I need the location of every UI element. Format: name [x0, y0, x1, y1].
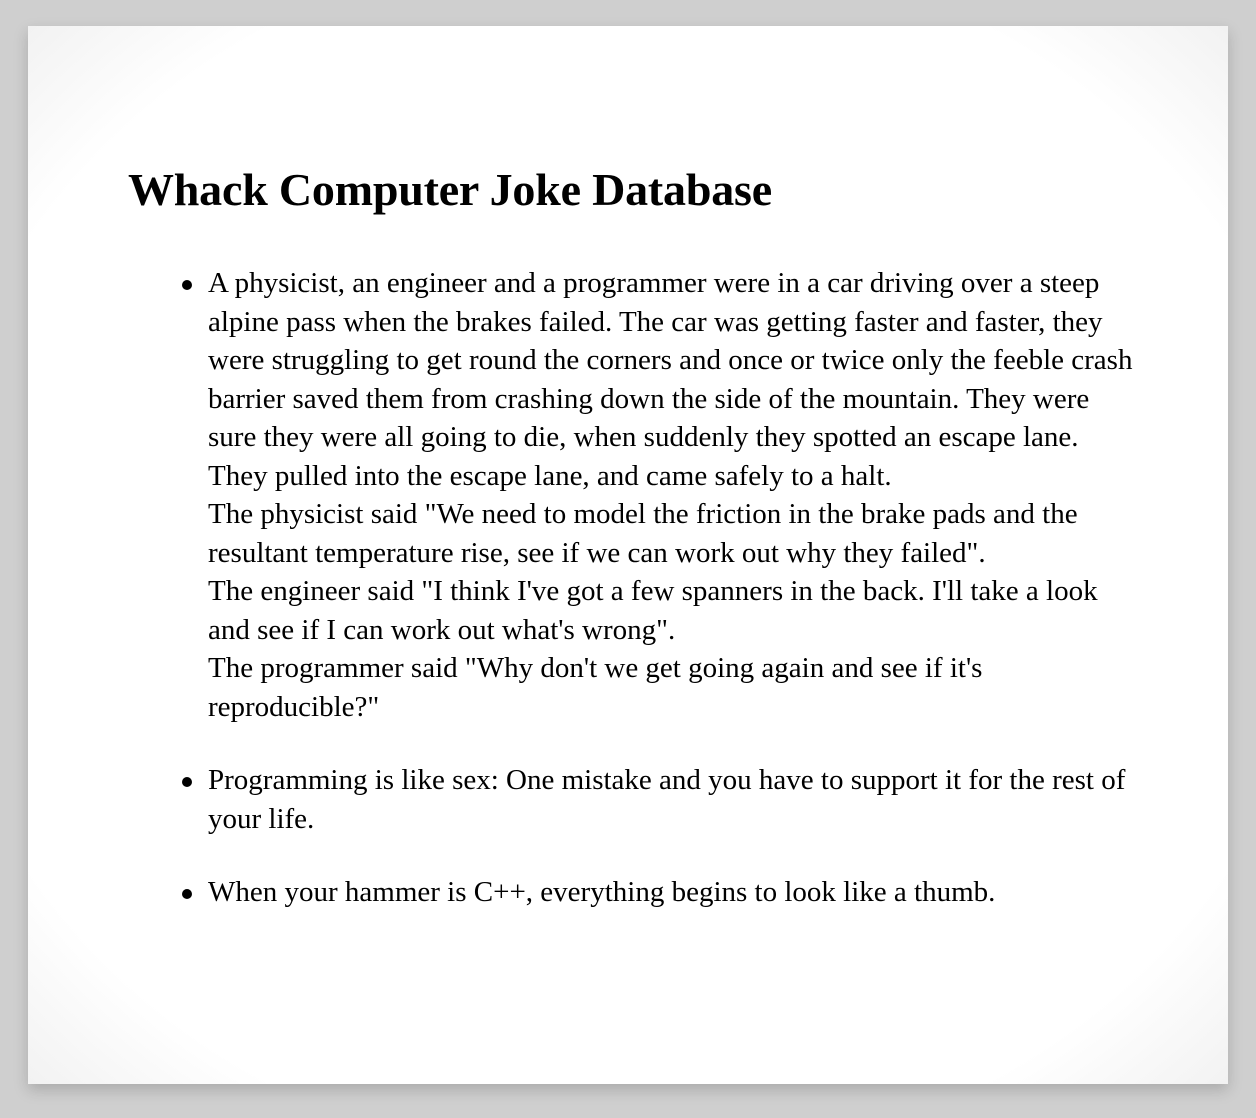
page-sheet	[28, 26, 1228, 1084]
page-title: Whack Computer Joke Database	[128, 164, 772, 215]
bullet-icon	[182, 280, 192, 290]
bullet-icon	[182, 889, 192, 899]
bullet-icon	[182, 777, 192, 787]
joke-paragraph: Programming is like sex: One mistake and you have to support it for the rest of your life.	[208, 764, 1126, 835]
joke-paragraph: The engineer said "I think I've got a few spanners in the back. I'll take a look and see if I can work out what's wrong".	[208, 575, 1098, 646]
joke-item	[208, 264, 1138, 726]
joke-item	[208, 873, 1138, 912]
main-content	[128, 162, 1138, 947]
joke-paragraph: A physicist, an engineer and a programmer were in a car driving over a steep alpine pass when the brakes failed. The car was getting faster and faster, they were struggling to get round the corners and once or twice only the feeble crash barrier saved them from crashing down the side of the mountain. They were sure they were all going to die, when suddenly they spotted an escape lane. They pulled into the escape lane, and came safely to a halt.	[208, 267, 1133, 492]
joke-paragraph: The physicist said "We need to model the friction in the brake pads and the resultant temperature rise, see if we can work out why they failed".	[208, 498, 1078, 569]
joke-paragraph: The programmer said "Why don't we get going again and see if it's reproducible?"	[208, 652, 983, 723]
joke-item	[208, 761, 1138, 838]
joke-list	[128, 264, 1138, 912]
joke-paragraph: When your hammer is C++, everything begins to look like a thumb.	[208, 876, 996, 908]
